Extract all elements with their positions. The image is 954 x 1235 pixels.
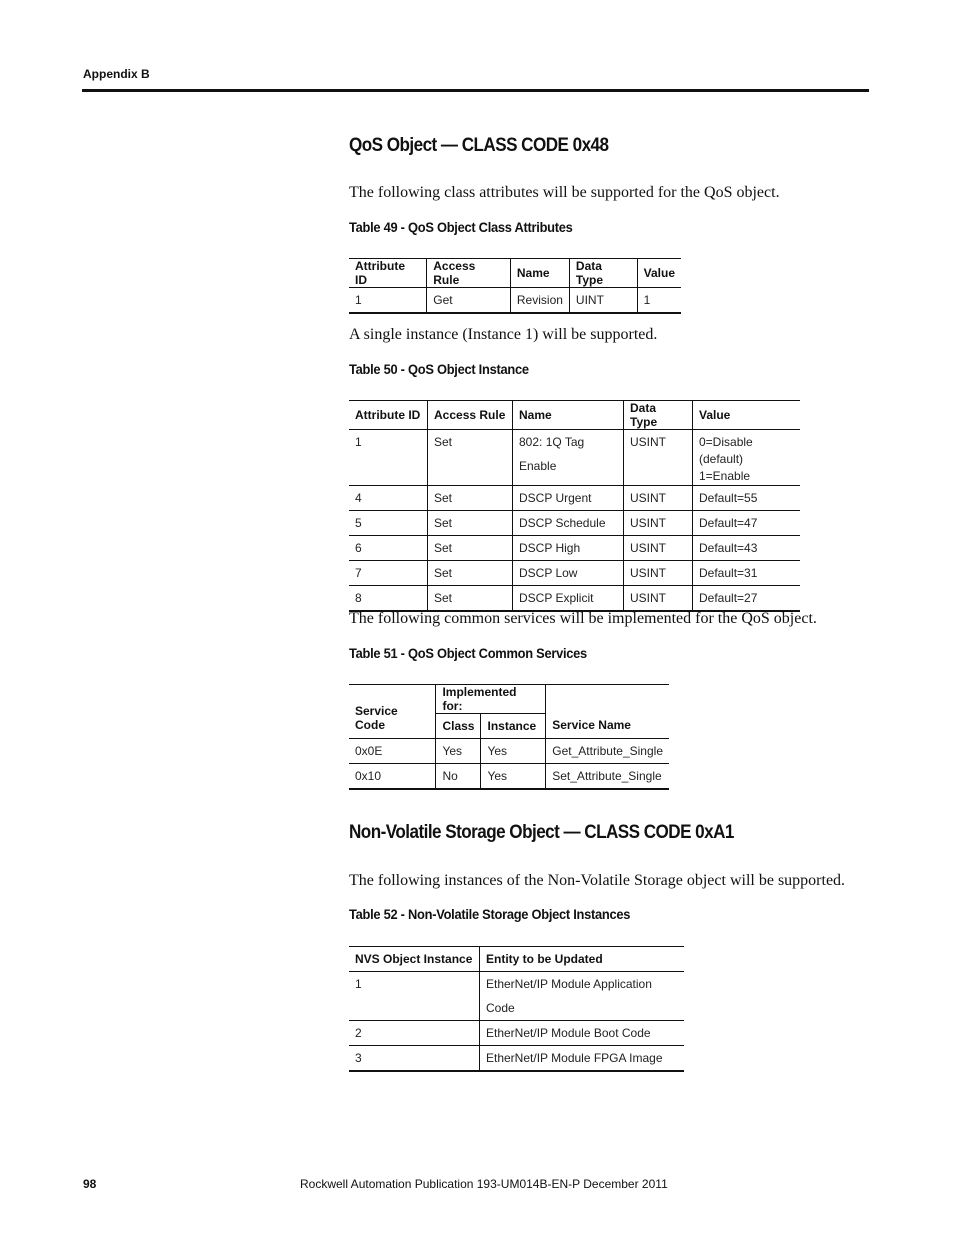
value-line: 1=Enable bbox=[699, 469, 751, 483]
cell: Revision bbox=[510, 288, 569, 314]
cell: Default=31 bbox=[693, 561, 801, 586]
table-row bbox=[349, 764, 669, 790]
col-service-code: Service Code bbox=[349, 685, 436, 739]
col-service-name: Service Name bbox=[546, 685, 669, 739]
cell: 1 bbox=[349, 972, 480, 1021]
cell: USINT bbox=[624, 561, 693, 586]
table-row bbox=[349, 536, 800, 561]
table-header-row bbox=[349, 259, 681, 288]
table49-caption: Table 49 - QoS Object Class Attributes bbox=[349, 219, 573, 235]
table-header-row bbox=[349, 947, 684, 972]
col-attribute-id: Attribute ID bbox=[349, 401, 428, 430]
cell: USINT bbox=[624, 430, 693, 486]
qos-heading: QoS Object — CLASS CODE 0x48 bbox=[349, 135, 609, 156]
col-name: Name bbox=[510, 259, 569, 288]
cell: Get_Attribute_Single bbox=[546, 739, 669, 764]
cell: Default=55 bbox=[693, 486, 801, 511]
col-data-type: Data Type bbox=[569, 259, 637, 288]
table-header-row bbox=[349, 685, 669, 714]
nvs-intro: The following instances of the Non-Volatile Storage object will be supported. bbox=[349, 872, 846, 889]
section-label: Appendix B bbox=[83, 67, 150, 81]
cell: 0x10 bbox=[349, 764, 436, 790]
table-row bbox=[349, 561, 800, 586]
cell: Set bbox=[428, 486, 513, 511]
cell: 8 bbox=[349, 586, 428, 612]
cell: Set bbox=[428, 586, 513, 612]
cell: 6 bbox=[349, 536, 428, 561]
col-nvs-object-instance: NVS Object Instance bbox=[349, 947, 480, 972]
col-data-type: Data Type bbox=[624, 401, 693, 430]
cell: 0x0E bbox=[349, 739, 436, 764]
table-header-row bbox=[349, 401, 800, 430]
col-value: Value bbox=[637, 259, 681, 288]
cell: USINT bbox=[624, 586, 693, 612]
col-attribute-id: Attribute ID bbox=[349, 259, 427, 288]
cell: Default=27 bbox=[693, 586, 801, 612]
qos-intro: The following class attributes will be supported for the QoS object. bbox=[349, 184, 780, 201]
col-entity-to-be-updated: Entity to be Updated bbox=[480, 947, 685, 972]
col-access-rule: Access Rule bbox=[428, 401, 513, 430]
cell: DSCP Urgent bbox=[513, 486, 624, 511]
cell: UINT bbox=[569, 288, 637, 314]
value-line: 0=Disable (default) bbox=[699, 435, 753, 466]
table49 bbox=[349, 258, 681, 314]
cell: Default=47 bbox=[693, 511, 801, 536]
cell: No bbox=[436, 764, 481, 790]
col-implemented-for: Implemented for: bbox=[436, 685, 546, 714]
table51-caption: Table 51 - QoS Object Common Services bbox=[349, 645, 587, 661]
instance-note: A single instance (Instance 1) will be supported. bbox=[349, 326, 658, 343]
cell: Set bbox=[428, 561, 513, 586]
table52 bbox=[349, 946, 684, 1072]
cell: Yes bbox=[481, 739, 546, 764]
cell: 1 bbox=[349, 288, 427, 314]
table-row bbox=[349, 972, 684, 1021]
cell: USINT bbox=[624, 511, 693, 536]
cell-value bbox=[693, 430, 801, 486]
cell: Default=43 bbox=[693, 536, 801, 561]
cell: USINT bbox=[624, 536, 693, 561]
cell: 4 bbox=[349, 486, 428, 511]
cell: Get bbox=[427, 288, 511, 314]
cell: 802: 1Q Tag Enable bbox=[513, 430, 624, 486]
cell: USINT bbox=[624, 486, 693, 511]
table50 bbox=[349, 400, 800, 612]
cell: 1 bbox=[349, 430, 428, 486]
table-row bbox=[349, 288, 681, 314]
col-instance: Instance bbox=[481, 714, 546, 739]
cell: DSCP Explicit bbox=[513, 586, 624, 612]
cell: EtherNet/IP Module FPGA Image bbox=[480, 1046, 685, 1072]
cell: Set_Attribute_Single bbox=[546, 764, 669, 790]
header-divider bbox=[82, 89, 869, 92]
table-row bbox=[349, 586, 800, 612]
table-row bbox=[349, 430, 800, 486]
table51 bbox=[349, 684, 669, 790]
cell: Yes bbox=[481, 764, 546, 790]
col-value: Value bbox=[693, 401, 801, 430]
publication-info: Rockwell Automation Publication 193-UM014B-EN-P December 2011 bbox=[300, 1177, 668, 1191]
cell: DSCP Low bbox=[513, 561, 624, 586]
col-name: Name bbox=[513, 401, 624, 430]
cell: Set bbox=[428, 536, 513, 561]
cell: 7 bbox=[349, 561, 428, 586]
page-number: 98 bbox=[83, 1177, 97, 1191]
cell: 2 bbox=[349, 1021, 480, 1046]
cell: EtherNet/IP Module Boot Code bbox=[480, 1021, 685, 1046]
cell: Set bbox=[428, 511, 513, 536]
table52-caption: Table 52 - Non-Volatile Storage Object Instances bbox=[349, 906, 631, 922]
table-row bbox=[349, 511, 800, 536]
services-note: The following common services will be implemented for the QoS object. bbox=[349, 610, 817, 627]
nvs-heading: Non-Volatile Storage Object — CLASS CODE 0xA1 bbox=[349, 822, 734, 843]
table-row bbox=[349, 486, 800, 511]
table-row bbox=[349, 1021, 684, 1046]
col-access-rule: Access Rule bbox=[427, 259, 511, 288]
cell: 3 bbox=[349, 1046, 480, 1072]
cell: DSCP Schedule bbox=[513, 511, 624, 536]
cell: EtherNet/IP Module Application Code bbox=[480, 972, 685, 1021]
cell: 5 bbox=[349, 511, 428, 536]
col-class: Class bbox=[436, 714, 481, 739]
table-row bbox=[349, 739, 669, 764]
cell: DSCP High bbox=[513, 536, 624, 561]
cell: Yes bbox=[436, 739, 481, 764]
table-row bbox=[349, 1046, 684, 1072]
cell: 1 bbox=[637, 288, 681, 314]
cell: Set bbox=[428, 430, 513, 486]
table50-caption: Table 50 - QoS Object Instance bbox=[349, 361, 529, 377]
